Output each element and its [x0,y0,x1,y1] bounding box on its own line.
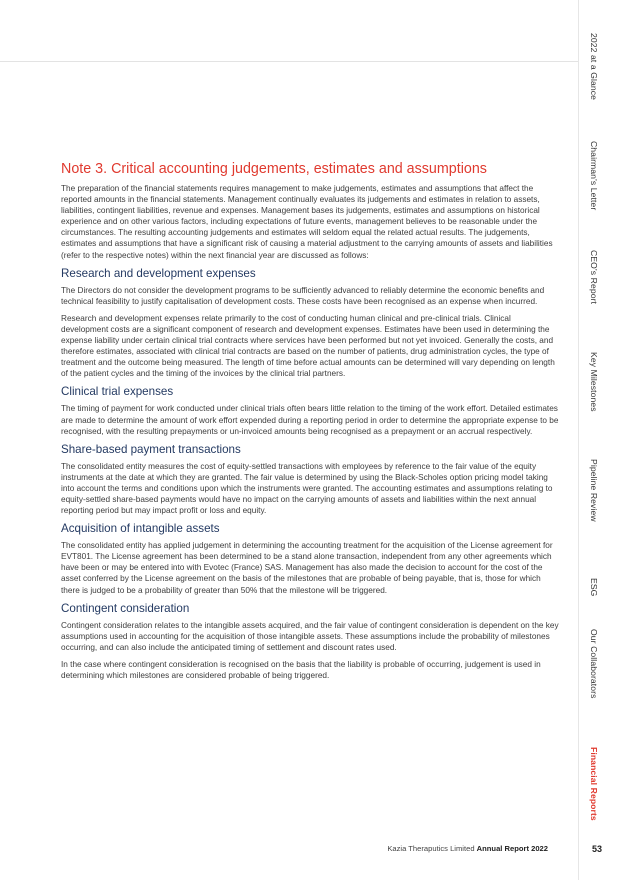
section-paragraph: Contingent consideration relates to the intangible assets acquired, and the fair value of contingent consideration is dependent on the key assumptions used in accounting for the acquisition of those intangible assets. These assumptions include the probability of milestones occurring, and can also include the anticipated timing of settlement and discount rates used. [61,620,559,652]
page-footer [387,844,548,853]
sidebar-item-ceos-report[interactable]: CEO’s Report [589,250,599,305]
section-paragraph: Research and development expenses relate primarily to the cost of conducting human clinical and pre-clinical trials. Clinical development costs are a significant component of research and development expenses. Estimates have been used in determining the expense liability under certain clinical trial contracts where services have been performed but not yet invoiced. Generally the costs, and therefore estimates, associated with clinical trial contracts are based on the number of patients, drug administration cycles, the type of treatment and the outcome being measured. The length of time before actual amounts can be determined will vary depending on length of the patient cycles and the timing of the invoices by the clinical trial partners. [61,313,555,379]
sidebar-item-chairmans-letter[interactable]: Chairman’s Letter [589,141,599,211]
section-paragraph: The consolidated entity has applied judgement in determining the accounting treatment for the acquisition of the License agreement for EVT801. The License agreement has been determined to be a stand alone transaction, independent from any other agreements which have been or may be entered into with Evotec (France) SAS. Management has also made the decision to account for the cost of the asset conferred by the License agreement on the basis of the milestones that are probable of being payable, that is, those for which there is judged to be a probability of greater than 50% that the milestone will be triggered. [61,541,553,595]
section-heading-contingent-consideration: Contingent consideration [61,601,190,615]
sidebar-item-our-collaborators[interactable]: Our Collaborators [589,629,599,699]
main-content [61,160,559,687]
page-number: 53 [592,844,603,854]
section-paragraph: The consolidated entity measures the cost of equity-settled transactions with employees by reference to the fair value of the equity instruments at the date at which they are granted. The fair value is determined by using the Black-Scholes option pricing model taking into account the terms and conditions upon which the instruments were granted. The accounting estimates and assumptions relating to equity-settled share-based payments would have no impact on the carrying amounts of assets and liabilities within the next annual reporting period but may impact profit or loss and equity. [61,461,553,516]
sidebar-item-pipeline-review[interactable]: Pipeline Review [589,459,599,522]
sidebar-item-key-milestones[interactable]: Key Milestones [589,352,599,412]
section-heading-clinical-trial: Clinical trial expenses [61,385,174,399]
section-paragraph: The timing of payment for work conducted under clinical trials often bears little relation to the timing of the work effort. Detailed estimates are made to determine the amount of work effort expended during a reporting period in order to determine the appropriate expense to be recognised, with the resulting prepayments or un-invoiced amounts being recognised as a prepayment or an accrual respectively. [61,404,559,436]
page-title: Note 3. Critical accounting judgements, estimates and assumptions [61,161,487,177]
section-heading-share-based-payment: Share-based payment transactions [61,442,241,456]
section-paragraph: The Directors do not consider the development programs to be sufficiently advanced to reliably determine the economic benefits and technical feasibility to justify capitalisation of development costs. These costs have been recognised as an expense when incurred. [61,285,545,306]
section-heading-acquisition-intangible: Acquisition of intangible assets [61,522,220,536]
footer-report-title: Annual Report 2022 [476,844,548,853]
sidebar-item-financial-reports[interactable]: Financial Reports [589,747,599,821]
footer-company: Kazia Theraputics Limited [387,844,475,853]
section-paragraph: In the case where contingent consideration is recognised on the basis that the liability is probable of occurring, judgement is used in determining which milestones are considered probable of being triggered. [61,659,541,680]
intro-paragraph: The preparation of the financial statements requires management to make judgements, estimates and assumptions that affect the reported amounts in the financial statements. Management continually evaluates its judgements and estimates in relation to assets, liabilities, contingent liabilities, revenue and expenses. Management bases its judgements, estimates and assumptions on historical experience and on other various factors, including expectations of future events, management believes to be reasonable under the circumstances. The resulting accounting judgements and estimates will seldom equal the related actual results. The judgements, estimates and assumptions that have a significant risk of causing a material adjustment to the carrying amounts of assets and liabilities (refer to the respective notes) within the next financial year are discussed as follows: [61,184,553,260]
header-divider [0,61,578,62]
section-sidebar [578,0,622,880]
sidebar-item-esg[interactable]: ESG [589,578,599,597]
sidebar-item-2022-at-a-glance[interactable]: 2022 at a Glance [589,33,599,101]
section-heading-research-development: Research and development expenses [61,266,256,280]
